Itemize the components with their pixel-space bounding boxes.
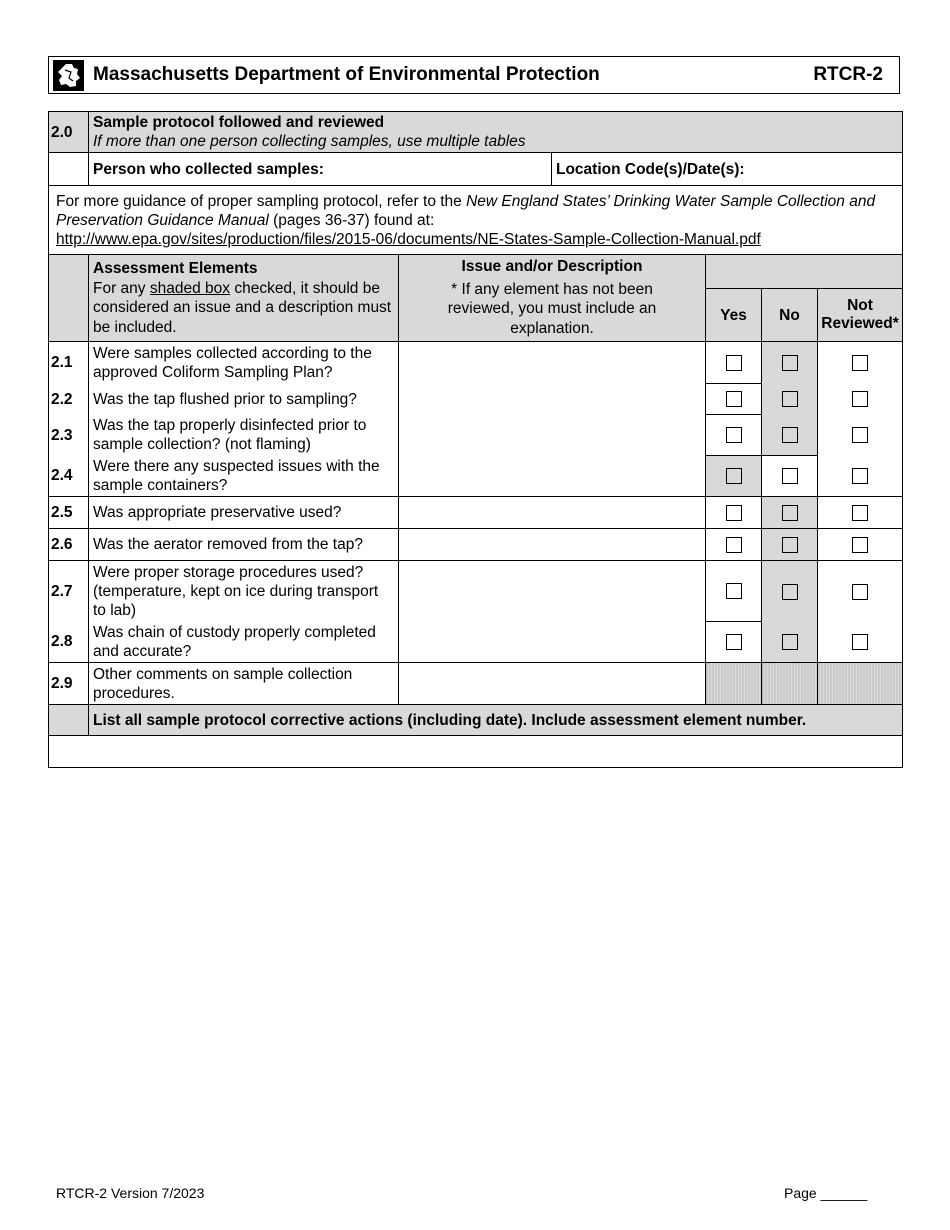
not-reviewed-checkbox-2-7[interactable] [852,584,868,600]
issue-description-2-6[interactable] [399,529,706,561]
not-reviewed-column-header: Not Reviewed* [818,289,903,342]
elements-column-title: Assessment Elements [93,260,258,277]
element-question: Was the tap properly disinfected prior to sample collection? (not flaming) [89,415,399,456]
page-header [48,56,900,94]
not-reviewed-checkbox-2-8[interactable] [852,634,868,650]
collector-field[interactable]: Person who collected samples: [89,153,552,186]
not-reviewed-checkbox-2-6[interactable] [852,537,868,553]
elements-note-part: checked, it should be considered an issue and a description must be included. [93,279,392,336]
guidance-suffix: (pages 36-37) found at: [268,211,435,229]
corrective-actions-label: List all sample protocol corrective actions (including date). Include assessment element number. [89,705,903,736]
elements-note-part: For any [93,279,150,297]
element-row-2-9 [49,663,903,705]
element-number: 2.6 [49,529,89,561]
footer-page: Page ______ [784,1185,868,1201]
massachusetts-state-seal-icon [53,60,84,91]
corrective-actions-field[interactable] [49,736,903,768]
section-number: 2.0 [49,112,89,153]
element-question: Was appropriate preservative used? [89,497,399,529]
element-question: Were proper storage procedures used? (temperature, kept on ice during transport to lab) [89,561,399,622]
yes-checkbox-2-5[interactable] [726,505,742,521]
manual-link[interactable]: http://www.epa.gov/sites/production/files/2015-06/documents/NE-States-Sample-Collection-Manual.pdf [56,230,761,248]
element-number: 2.3 [49,415,89,456]
location-field[interactable]: Location Code(s)/Date(s): [552,153,903,186]
element-question: Other comments on sample collection procedures. [89,663,399,705]
element-row-2-1 [49,342,903,384]
element-number: 2.8 [49,622,89,663]
element-number: 2.2 [49,384,89,415]
no-column-header: No [762,289,818,342]
yes-checkbox-2-6[interactable] [726,537,742,553]
no-checkbox-2-2[interactable] [782,391,798,407]
hatched-cell [762,663,818,705]
issue-column-note: * If any element has not been reviewed, you must include an explanation. [447,280,657,337]
guidance-prefix: For more guidance of proper sampling protocol, refer to the [56,192,467,210]
element-number: 2.9 [49,663,89,705]
shaded-box-term: shaded box [149,279,231,297]
form-code: RTCR-2 [813,64,883,85]
element-question: Was the tap flushed prior to sampling? [89,384,399,415]
hatched-cell [706,663,762,705]
yes-column-header: Yes [706,289,762,342]
issue-description-2-9[interactable] [399,663,706,705]
element-question: Were there any suspected issues with the sample containers? [89,456,399,497]
element-row-2-6 [49,529,903,561]
element-question: Were samples collected according to the approved Coliform Sampling Plan? [89,342,399,384]
element-row-2-5 [49,497,903,529]
element-question: Was the aerator removed from the tap? [89,529,399,561]
not-reviewed-checkbox-2-4[interactable] [852,468,868,484]
section-subtitle: If more than one person collecting samples, use multiple tables [93,133,526,150]
element-number: 2.1 [49,342,89,384]
corrective-actions-header-row [49,705,903,736]
column-header-row-1 [49,255,903,289]
guidance-text [49,186,903,255]
hatched-cell [818,663,903,705]
element-number: 2.7 [49,561,89,622]
no-checkbox-2-1[interactable] [782,355,798,371]
section-title: Sample protocol followed and reviewed [93,114,385,131]
page-title: Massachusetts Department of Environmental Protection [93,64,600,85]
issue-description-2-1-to-2-4[interactable] [399,342,706,497]
no-checkbox-2-8[interactable] [782,634,798,650]
elements-column-note [93,279,394,338]
sample-protocol-table [48,111,903,768]
not-reviewed-checkbox-2-3[interactable] [852,427,868,443]
no-checkbox-2-6[interactable] [782,537,798,553]
element-number: 2.4 [49,456,89,497]
yes-checkbox-2-1[interactable] [726,355,742,371]
section-header-row [49,112,903,153]
guidance-row [49,186,903,255]
element-number: 2.5 [49,497,89,529]
element-question: Was chain of custody properly completed and accurate? [89,622,399,663]
manual-title: New England States’ Drinking Water Sample Collection and Preservation Guidance Manual [56,192,876,229]
yes-checkbox-2-7[interactable] [726,583,742,599]
yes-checkbox-2-2[interactable] [726,391,742,407]
no-checkbox-2-4[interactable] [782,468,798,484]
corrective-actions-row [49,736,903,768]
yes-checkbox-2-3[interactable] [726,427,742,443]
yes-checkbox-2-4[interactable] [726,468,742,484]
not-reviewed-checkbox-2-5[interactable] [852,505,868,521]
collector-row [49,153,903,186]
issue-column-title: Issue and/or Description [461,258,643,275]
element-row-2-7 [49,561,903,622]
issue-description-2-5[interactable] [399,497,706,529]
not-reviewed-checkbox-2-2[interactable] [852,391,868,407]
not-reviewed-checkbox-2-1[interactable] [852,355,868,371]
no-checkbox-2-3[interactable] [782,427,798,443]
no-checkbox-2-5[interactable] [782,505,798,521]
yes-checkbox-2-8[interactable] [726,634,742,650]
issue-description-2-7-to-2-8[interactable] [399,561,706,663]
no-checkbox-2-7[interactable] [782,584,798,600]
footer-version: RTCR-2 Version 7/2023 [56,1185,205,1201]
